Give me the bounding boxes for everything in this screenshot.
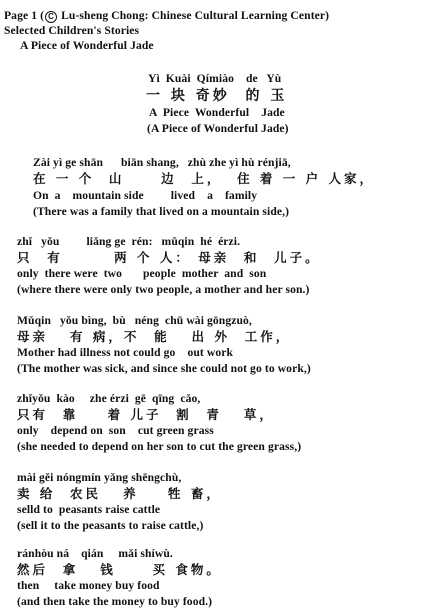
header-author: Lu-sheng Chong: Chinese Cultural Learning Center)	[58, 9, 330, 22]
stanza-6-translation: (and then take the money to buy food.)	[17, 595, 213, 608]
copyright-icon: C	[45, 11, 57, 23]
stanza-6-pinyin: ránhòu ná qián mǎi shíwù.	[17, 547, 173, 560]
stanza-3-pinyin: Mǔqin yǒu bìng, bù néng chū wài gōngzuò,	[17, 314, 252, 327]
title-translation: (A Piece of Wonderful Jade)	[147, 122, 289, 135]
stanza-2-english: only there were two people mother and son	[17, 267, 267, 280]
stanza-5-english: selld to peasants raise cattle	[17, 503, 161, 516]
stanza-5-hanzi: 卖 给 农民 养 牲 畜，	[17, 486, 222, 501]
stanza-1-pinyin: Zài yì ge shān biān shang, zhù zhe yì hù rénjiā,	[33, 156, 291, 169]
header-line-3: A Piece of Wonderful Jade	[20, 39, 154, 52]
header-page-label: Page 1 (	[4, 9, 45, 22]
stanza-2-translation: (where there were only two people, a mother and her son.)	[17, 283, 310, 296]
title-hanzi: 一 块 奇妙 的 玉	[146, 88, 288, 104]
stanza-6-english: then take money buy food	[17, 579, 160, 592]
stanza-4-hanzi: 只有 靠 着 儿子 割 青 草，	[17, 407, 275, 422]
stanza-1-english: On a mountain side lived a family	[33, 189, 258, 202]
header-line-2: Selected Children's Stories	[4, 24, 140, 37]
stanza-1-hanzi: 在 一 个 山 边 上， 住 着 一 户 人家，	[33, 171, 375, 186]
stanza-6-hanzi: 然后 拿 钱 买 食物。	[17, 562, 222, 577]
stanza-5-pinyin: mài gěi nóngmín yǎng shēngchù,	[17, 471, 182, 484]
stanza-3-hanzi: 母亲 有 病，不 能 出 外 工作，	[17, 329, 292, 344]
title-english: A Piece Wonderful Jade	[149, 106, 285, 119]
stanza-2-pinyin: zhǐ yǒu liǎng ge rén: mǔqin hé érzi.	[17, 235, 241, 248]
stanza-4-translation: (she needed to depend on her son to cut the green grass,)	[17, 440, 302, 453]
stanza-4-english: only depend on son cut green grass	[17, 424, 214, 437]
stanza-3-translation: (The mother was sick, and since she could not go to work,)	[17, 362, 311, 375]
stanza-4-pinyin: zhǐyǒu kào zhe érzi gē qīng cǎo,	[17, 392, 201, 405]
stanza-3-english: Mother had illness not could go out work	[17, 346, 234, 359]
title-pinyin: Yì Kuài Qímiào de Yù	[148, 72, 282, 85]
stanza-1-translation: (There was a family that lived on a mountain side,)	[33, 205, 290, 218]
stanza-2-hanzi: 只 有 两 个 人： 母亲 和 儿子。	[17, 250, 321, 265]
stanza-5-translation: (sell it to the peasants to raise cattle,)	[17, 519, 204, 532]
header-line-1	[4, 10, 329, 23]
